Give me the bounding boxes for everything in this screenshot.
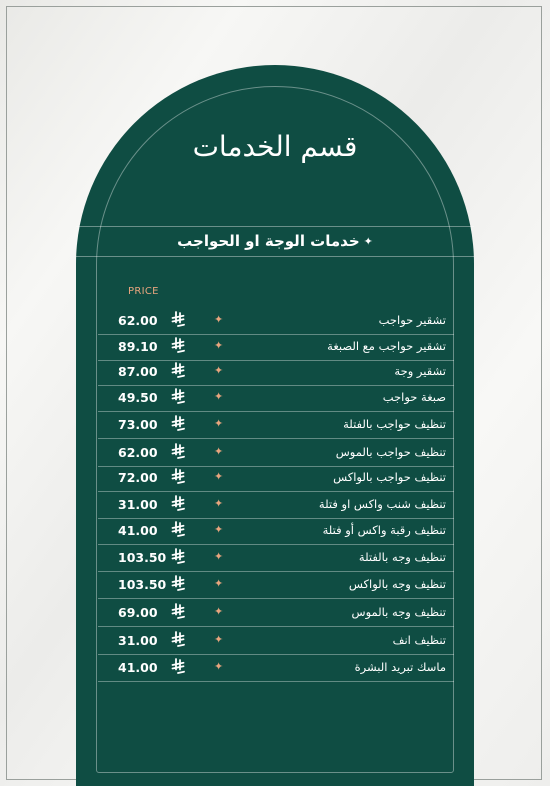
service-row <box>98 412 454 439</box>
service-price: 72.00 <box>118 470 158 485</box>
sparkle-icon: ✦ <box>214 577 224 590</box>
sparkle-icon: ✦ <box>214 497 224 510</box>
sparkle-icon: ✦ <box>214 633 224 646</box>
service-row <box>98 308 454 335</box>
service-price: 49.50 <box>118 390 158 405</box>
service-name: تشقير وجة <box>394 364 446 378</box>
service-name: تنظيف وجه بالواكس <box>348 577 446 591</box>
saudi-riyal-icon <box>170 443 186 459</box>
saudi-riyal-icon <box>170 388 186 404</box>
service-name: صبغة حواجب <box>382 390 446 404</box>
sparkle-icon: ✦ <box>214 313 224 326</box>
service-price: 62.00 <box>118 313 158 328</box>
service-row <box>98 545 454 572</box>
service-name: تنظيف رقبة واكس أو فتلة <box>322 523 446 537</box>
service-row <box>98 600 454 627</box>
service-name: تنظيف حواجب بالموس <box>335 445 446 459</box>
service-name: تشقير حواجب <box>378 313 446 327</box>
section-header <box>96 226 454 256</box>
service-price: 41.00 <box>118 660 158 675</box>
saudi-riyal-icon <box>170 495 186 511</box>
service-price: 87.00 <box>118 364 158 379</box>
service-name: تنظيف انف <box>392 633 446 647</box>
service-row <box>98 518 454 545</box>
service-price: 31.00 <box>118 497 158 512</box>
service-row <box>98 465 454 492</box>
saudi-riyal-icon <box>170 468 186 484</box>
service-price: 89.10 <box>118 339 158 354</box>
saudi-riyal-icon <box>170 631 186 647</box>
sparkle-icon: ✦ <box>214 550 224 563</box>
sparkle-icon: ✦ <box>214 339 224 352</box>
service-row <box>98 334 454 361</box>
service-row <box>98 655 454 682</box>
sparkle-icon: ✦ <box>214 417 224 430</box>
service-name: تنظيف شنب واكس او فتلة <box>318 497 446 511</box>
saudi-riyal-icon <box>170 603 186 619</box>
service-price: 31.00 <box>118 633 158 648</box>
sparkle-icon: ✦ <box>214 523 224 536</box>
saudi-riyal-icon <box>170 548 186 564</box>
service-row <box>98 572 454 599</box>
sparkle-icon: ✦ <box>214 445 224 458</box>
sparkle-icon: ✦ <box>214 660 224 673</box>
service-name: تنظيف حواجب بالفتلة <box>343 417 446 431</box>
service-row <box>98 359 454 386</box>
service-row <box>98 492 454 519</box>
saudi-riyal-icon <box>170 362 186 378</box>
service-name: تنظيف وجه بالموس <box>351 605 446 619</box>
service-price: 73.00 <box>118 417 158 432</box>
section-title: خدمات الوجة او الحواجب <box>177 232 360 250</box>
service-price: 103.50 <box>118 550 167 565</box>
service-name: ماسك تبريد البشرة <box>354 660 446 674</box>
saudi-riyal-icon <box>170 575 186 591</box>
service-name: تنظيف وجه بالفتلة <box>358 550 446 564</box>
service-price: 41.00 <box>118 523 158 538</box>
saudi-riyal-icon <box>170 415 186 431</box>
service-name: تنظيف حواجب بالواكس <box>333 470 446 484</box>
saudi-riyal-icon <box>170 521 186 537</box>
saudi-riyal-icon <box>170 311 186 327</box>
sparkle-icon: ✦ <box>214 364 224 377</box>
service-price: 103.50 <box>118 577 167 592</box>
service-row <box>98 628 454 655</box>
sparkle-icon: ✦ <box>214 605 224 618</box>
saudi-riyal-icon <box>170 337 186 353</box>
service-name: تشقير حواجب مع الصبغة <box>327 339 446 353</box>
sparkle-icon: ✦ <box>214 470 224 483</box>
section-divider-bottom <box>76 256 474 257</box>
saudi-riyal-icon <box>170 658 186 674</box>
service-price: 62.00 <box>118 445 158 460</box>
sparkle-icon: ✦ <box>214 390 224 403</box>
price-column-header: PRICE <box>128 286 159 297</box>
service-row <box>98 385 454 412</box>
service-row <box>98 440 454 467</box>
page-title: قسم الخدمات <box>192 130 358 163</box>
four-point-star-icon: ✦ <box>363 234 373 248</box>
service-price: 69.00 <box>118 605 158 620</box>
